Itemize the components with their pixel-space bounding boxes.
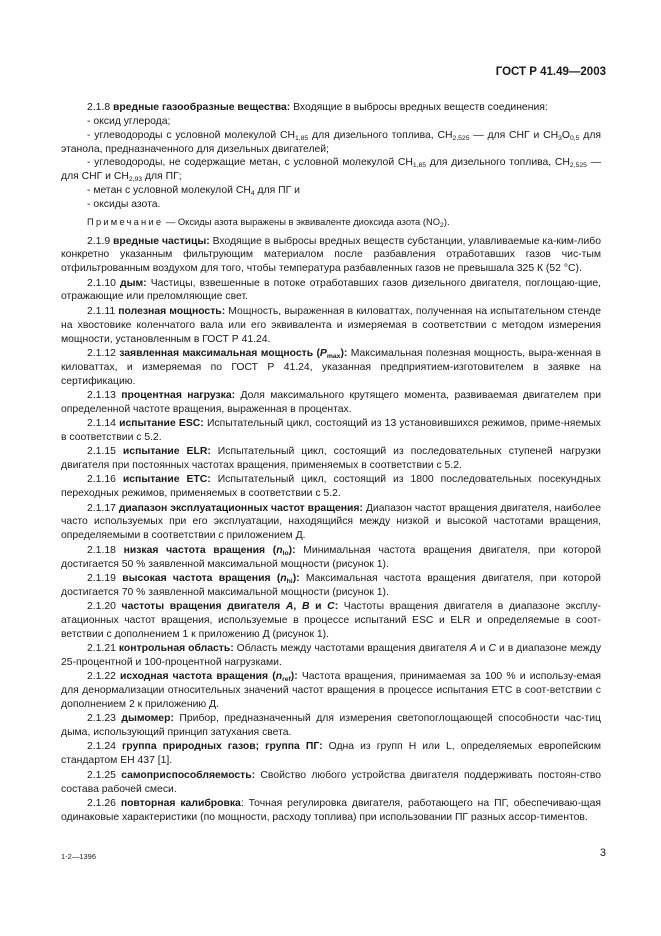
paragraph-2-1-25: 2.1.25 самоприспособляемость: Свойство любого устройства двигателя поддерживать постоян-ство состава рабочей смеси.: [61, 769, 601, 795]
paragraph-2-1-16: 2.1.16 испытание ЕТС: Испытательный цикл, состоящий из 1800 последовательных посекундных переходных режимов, применяемых в соответствии с 5.2.: [61, 474, 601, 500]
term: полезная мощность:: [118, 305, 226, 317]
term: заявленная максимальная мощность $(P_{max})$:: [119, 347, 348, 360]
term: диапазон эксплуатационных частот вращения:: [118, 502, 363, 514]
paragraph-2-1-12: 2.1.12 заявленная максимальная мощность $(P_{max})$: Максимальная полезная мощность, выра-женная в киловаттах, и измеряемая по ГОСТ Р 41.24, указанная предприятием-изготовителем в заявке на сертификацию.: [61, 347, 601, 387]
page-number: 3: [599, 847, 606, 859]
print-code: 1-2—1396: [61, 852, 97, 861]
paragraph-2-1-10: 2.1.10 дым: Частицы, взвешенные в потоке отработавших газов дизельного двигателя, поглощаю-щие, отражающие или преломляющие свет.: [61, 277, 601, 303]
paragraph-2-1-11: 2.1.11 полезная мощность: Мощность, выраженная в киловаттах, полученная на испытательном стенде на хвостовике коленчатого вала или его эквивалента и измеряемая в соответствии с методом измерения мощности, установленным в ГОСТ Р 41.24.: [61, 305, 602, 345]
term: испытание ESC:: [119, 418, 204, 430]
paragraph-2-1-14: 2.1.14 испытание ESC: Испытательный цикл, состоящий из 13 установившихся режимов, приме-няемых в соответствии с 5.2.: [61, 418, 601, 443]
term: дымомер:: [121, 713, 174, 725]
document-header: ГОСТ Р 41.49—2003: [495, 66, 606, 78]
paragraph-2-1-19: 2.1.19 высокая частота вращения $(n_{hi})$: Максимальная частота вращения двигателя, при которой достигается 70 % заявленной максимальной мощности (рисунок 1).: [61, 572, 601, 598]
paragraph-2-1-21: 2.1.21 контрольная область: Область между частотами вращения двигателя A и C и в диапазоне между 25-процентной и 100-процентной нагрузками.: [61, 643, 602, 668]
term: процентная нагрузка:: [121, 389, 236, 401]
paragraph-2-1-20: 2.1.20 частоты вращения двигателя A, B и C: Частоты вращения двигателя в диапазоне эксплу-атационных частот вращения, используемые в процессе испытаний ESC и ELR и определяемые в соот-ветствии с дополнением 1 к приложению Д (рисунок 1).: [61, 601, 601, 640]
paragraph-2-1-17: 2.1.17 диапазон эксплуатационных частот вращения: Диапазон частот вращения двигателя, наиболее часто используемых при его эксплуатации, находящийся между низкой и высокой частотами вращения, определяемыми в соответствии с приложением Д.: [61, 502, 601, 542]
term: вредные частицы:: [113, 235, 210, 247]
paragraph-2-1-18: 2.1.18 низкая частота вращения $(n_{lo})$: Минимальная частота вращения двигателя, при которой достигается 50 % заявленной максимальной мощности (рисунок 1).: [61, 544, 601, 570]
term: вредные газообразные вещества:: [113, 102, 291, 113]
clause-number: 2.1.8: [87, 102, 111, 113]
paragraph-2-1-22: 2.1.22 исходная частота вращения $(n_{ref})$: Частота вращения, принимаемая за 100 % и использу-емая для денормализации относительных значений частот вращения в процессе испытания ЕТС в соот-ветствии с дополнением 2 к приложению Д.: [61, 671, 601, 710]
document-body: [61, 101, 601, 825]
term: испытание ЕТС:: [122, 474, 211, 486]
term: дым:: [120, 277, 147, 289]
list-item: - метан с условной молекулой $СН_4$ для ПГ и: [87, 185, 300, 198]
term: группа природных газов; группа ПГ:: [121, 741, 323, 753]
list-item: - оксиды азота.: [87, 198, 161, 210]
note: Примечание — Оксиды азота выражены в эквиваленте диоксида азота $(NO_2)$.: [87, 215, 450, 229]
paragraph-2-1-13: 2.1.13 процентная нагрузка: Доля максимального крутящего момента, развиваемая двигателем при определенной частоте вращения, выраженная в процентах.: [61, 389, 601, 415]
paragraph-2-1-23: 2.1.23 дымомер: Прибор, предназначенный для измерения светопоглощающей способности час-тиц дыма, использующий принцип затухания света.: [61, 713, 601, 739]
term: повторная калибровка: [120, 797, 241, 809]
paragraph-2-1-15: 2.1.15 испытание ELR: Испытательный цикл, состоящий из последовательных ступеней нагрузки двигателя при постоянных частотах вращения, применяемых в соответствии с 5.2.: [61, 446, 601, 472]
term: испытание ELR:: [122, 446, 211, 458]
term: самоприспособляемость:: [121, 769, 256, 781]
term: исходная частота вращения $(n_{ref})$:: [120, 671, 298, 684]
paragraph-2-1-8: [61, 101, 601, 115]
paragraph-2-1-9: 2.1.9 вредные частицы: Входящие в выбросы вредных веществ субстанции, улавливаемые ка-ким-либо конкретно указанным фильтрующим материалом после разбавления отработавших газов чис-тым отфильтрованным воздухом для того, чтобы температура разбавленных газов не превышала 325 К (52 °С).: [61, 235, 601, 275]
term: частоты вращения двигателя A, B и C:: [121, 601, 339, 613]
term: низкая частота вращения $(n_{lo})$:: [123, 544, 296, 557]
definition-text: Входящие в выбросы вредных веществ соединения:: [290, 102, 548, 113]
term: контрольная область:: [118, 643, 234, 655]
list-item: - углеводороды, не содержащие метан, с условной молекулой $СН_{1,85}$ для дизельного топлива, $СН_{2,525}$ — для СНГ и $СН_{2,93}$ для ПГ;: [61, 157, 602, 184]
term: высокая частота вращения $(n_{hi})$:: [122, 572, 300, 585]
paragraph-2-1-24: 2.1.24 группа природных газов; группа ПГ: Одна из групп Н или L, определяемых европейским стандартом ЕН 437 [1].: [61, 741, 602, 767]
list-item: - оксид углерода;: [87, 115, 171, 127]
note-label: Примечание: [87, 215, 164, 227]
list-item: - углеводороды с условной молекулой $СН_{1,85}$ для дизельного топлива, $СН_{2,525}$ — для СНГ и $СН_3О_{0,5}$ для этанола, предназначенного для дизельных двигателей;: [61, 129, 602, 155]
paragraph-2-1-26: 2.1.26 повторная калибровка: Точная регулировка двигателя, работающего на ПГ, обеспечиваю-щая одинаковые характеристики (по мощности, расходу топлива) при использовании ПГ разных ассор-тиментов.: [61, 797, 601, 823]
